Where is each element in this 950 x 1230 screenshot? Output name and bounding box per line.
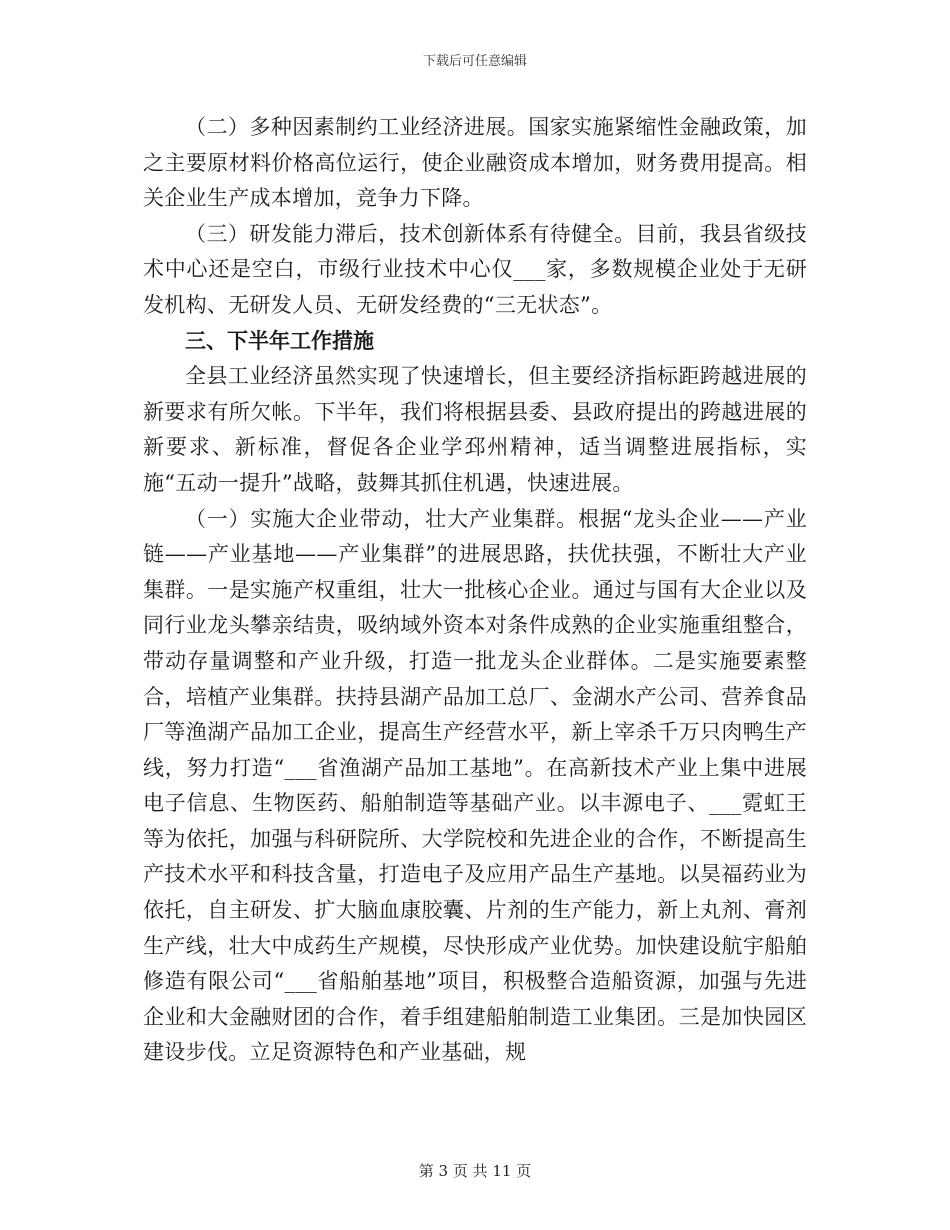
page-header: 下载后可任意编辑 [422, 54, 527, 69]
page-number: 第 3 页 共 11 页 [418, 1162, 532, 1180]
document-body [143, 110, 807, 1071]
paragraph-overview: 全县工业经济虽然实现了快速增长，但主要经济指标距跨越进展的新要求有所欠帐。下半年，我们将根据县委、县政府提出的跨越进展的新要求、新标准，督促各企业学邳州精神，适当调整进展指标，实施“五动一提升”战略，鼓舞其抓住机遇，快速进展。 [143, 364, 807, 495]
paragraph-industry-clusters: （一）实施大企业带动，壮大产业集群。根据“龙头企业——产业链——产业基地——产业集群”的进展思路，扶优扶强，不断壮大产业集群。一是实施产权重组，壮大一批核心企业。通过与国有大企业以及同行业龙头攀亲结贵，吸纳域外资本对条件成熟的企业实施重组整合，带动存量调整和产业升级，打造一批龙头企业群体。二是实施要素整合，培植产业集群。扶持县湖产品加工总厂、金湖水产公司、营养食品厂等渔湖产品加工企业，提高生产经营水平，新上宰杀千万只肉鸭生产线，努力打造“___省渔湖产品加工基地”。在高新技术产业上集中进展电子信息、生物医药、船舶制造等基础产业。以丰源电子、___霓虹王等为依托，加强与科研院所、大学院校和先进企业的合作，不断提高生产技术水平和科技含量，打造电子及应用产品生产基地。以昊福药业为依托，自主研发、扩大脑血康胶囊、片剂的生产能力，新上丸剂、膏剂生产线，壮大中成药生产规模，尽快形成产业优势。加快建设航宇船舶修造有限公司“___省船舶基地”项目，积极整合造船资源，加强与先进企业和大金融财团的合作，着手组建船舶制造工业集团。三是加快园区建设步伐。立足资源特色和产业基础，规 [143, 506, 807, 1065]
paragraph-constraints: （二）多种因素制约工业经济进展。国家实施紧缩性金融政策，加之主要原材料价格高位运行，使企业融资成本增加，财务费用提高。相关企业生产成本增加，竞争力下降。 [143, 115, 807, 211]
paragraph-rd-capacity: （三）研发能力滞后，技术创新体系有待健全。目前，我县省级技术中心还是空白，市级行业技术中心仅___家，多数规模企业处于无研发机构、无研发人员、无研发经费的“三无状态”。 [143, 221, 807, 317]
section-heading: 三、下半年工作措施 [185, 328, 374, 353]
